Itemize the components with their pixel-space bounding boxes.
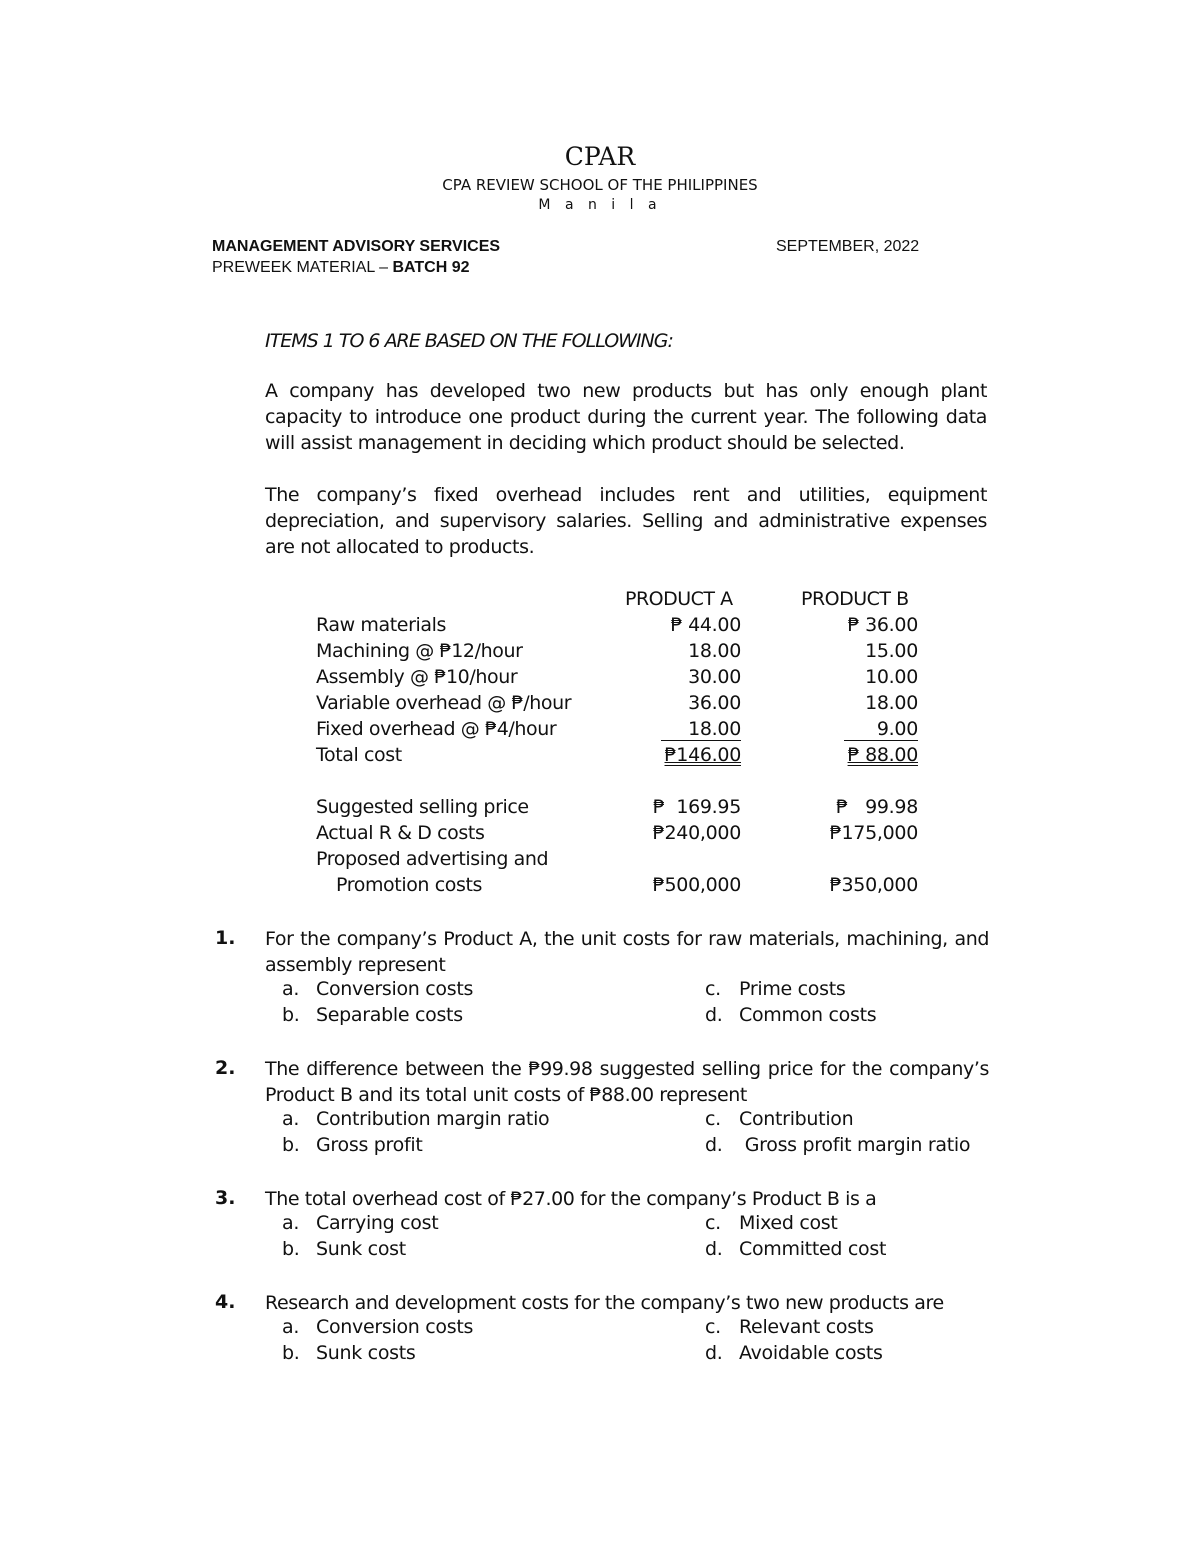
cell-product-a: ₱ 169.95 [653, 796, 741, 818]
choice-d[interactable]: d. Avoidable costs [705, 1342, 883, 1364]
choice-a[interactable]: a. Contribution margin ratio [282, 1108, 550, 1130]
row-label: Variable overhead @ ₱/hour [316, 692, 572, 714]
choice-d[interactable]: d. Common costs [705, 1004, 877, 1026]
column-header-product-b: PRODUCT B [801, 588, 909, 610]
items-heading: ITEMS 1 TO 6 ARE BASED ON THE FOLLOWING: [265, 330, 673, 352]
question-number: 3. [215, 1187, 236, 1209]
row-label: Machining @ ₱12/hour [316, 640, 523, 662]
school-city: M a n i l a [538, 197, 662, 213]
material-prefix: PREWEEK MATERIAL – [212, 259, 393, 276]
row-label: Fixed overhead @ ₱4/hour [316, 718, 557, 740]
choice-c[interactable]: c. Relevant costs [705, 1316, 874, 1338]
material-line [212, 259, 470, 277]
cell-product-a: 30.00 [688, 666, 741, 688]
choice-b[interactable]: b. Sunk costs [282, 1342, 416, 1364]
row-label: Suggested selling price [316, 796, 529, 818]
school-name: CPA REVIEW SCHOOL OF THE PHILIPPINES [442, 176, 758, 194]
choice-a[interactable]: a. Conversion costs [282, 1316, 474, 1338]
choice-a[interactable]: a. Carrying cost [282, 1212, 439, 1234]
question-text: The difference between the ₱99.98 suggested selling price for the company’s Product B and its total unit costs of ₱88.00 represent [265, 1058, 989, 1106]
document-date: SEPTEMBER, 2022 [776, 238, 920, 255]
question-number: 1. [215, 927, 236, 949]
cell-product-a: 18.00 [661, 718, 741, 741]
choice-c[interactable]: c. Prime costs [705, 978, 846, 1000]
choice-b[interactable]: b. Sunk cost [282, 1238, 406, 1260]
choice-d[interactable]: d. Committed cost [705, 1238, 887, 1260]
row-label: Assembly @ ₱10/hour [316, 666, 518, 688]
question-text: The total overhead cost of ₱27.00 for the company’s Product B is a [265, 1188, 877, 1210]
column-header-product-a: PRODUCT A [625, 588, 733, 610]
choice-c[interactable]: c. Mixed cost [705, 1212, 838, 1234]
intro-paragraph-2: The company’s fixed overhead includes rent and utilities, equipment depreciation, and supervisory salaries. Selling and administrative expenses are not allocated to products. [265, 484, 987, 558]
row-label: Actual R & D costs [316, 822, 485, 844]
cell-product-b-total: ₱ 88.00 [847, 744, 918, 766]
cell-product-b: ₱ 36.00 [847, 614, 918, 636]
choice-c[interactable]: c. Contribution [705, 1108, 854, 1130]
cell-product-b: 18.00 [865, 692, 918, 714]
row-label: Proposed advertising and [316, 848, 549, 870]
choice-a[interactable]: a. Conversion costs [282, 978, 474, 1000]
cell-product-b: 10.00 [865, 666, 918, 688]
cell-product-b: ₱175,000 [829, 822, 918, 844]
cell-product-a: 36.00 [688, 692, 741, 714]
cell-product-b: 15.00 [865, 640, 918, 662]
row-label: Raw materials [316, 614, 447, 636]
cell-product-a: ₱240,000 [652, 822, 741, 844]
question-text: Research and development costs for the company’s two new products are [265, 1292, 944, 1314]
cell-product-b: ₱ 99.98 [836, 796, 918, 818]
row-label: Total cost [316, 744, 402, 766]
cell-product-a: 18.00 [688, 640, 741, 662]
intro-paragraph-1: A company has developed two new products but has only enough plant capacity to introduce one product during the current year. The following data will assist management in deciding which product should be selected. [265, 380, 987, 454]
row-label: Promotion costs [336, 874, 483, 896]
document-title: CPAR [564, 142, 636, 171]
course-title: MANAGEMENT ADVISORY SERVICES [212, 238, 501, 255]
question-number: 4. [215, 1291, 236, 1313]
batch-label: BATCH 92 [392, 259, 470, 276]
choice-d[interactable]: d. Gross profit margin ratio [705, 1134, 971, 1156]
choice-b[interactable]: b. Gross profit [282, 1134, 423, 1156]
cell-product-a: ₱500,000 [652, 874, 741, 896]
question-number: 2. [215, 1057, 236, 1079]
choice-b[interactable]: b. Separable costs [282, 1004, 463, 1026]
cell-product-b: ₱350,000 [829, 874, 918, 896]
cell-product-b: 9.00 [844, 718, 918, 741]
cell-product-a-total: ₱146.00 [664, 744, 741, 766]
question-text: For the company’s Product A, the unit costs for raw materials, machining, and assembly represent [265, 928, 989, 976]
cell-product-a: ₱ 44.00 [670, 614, 741, 636]
